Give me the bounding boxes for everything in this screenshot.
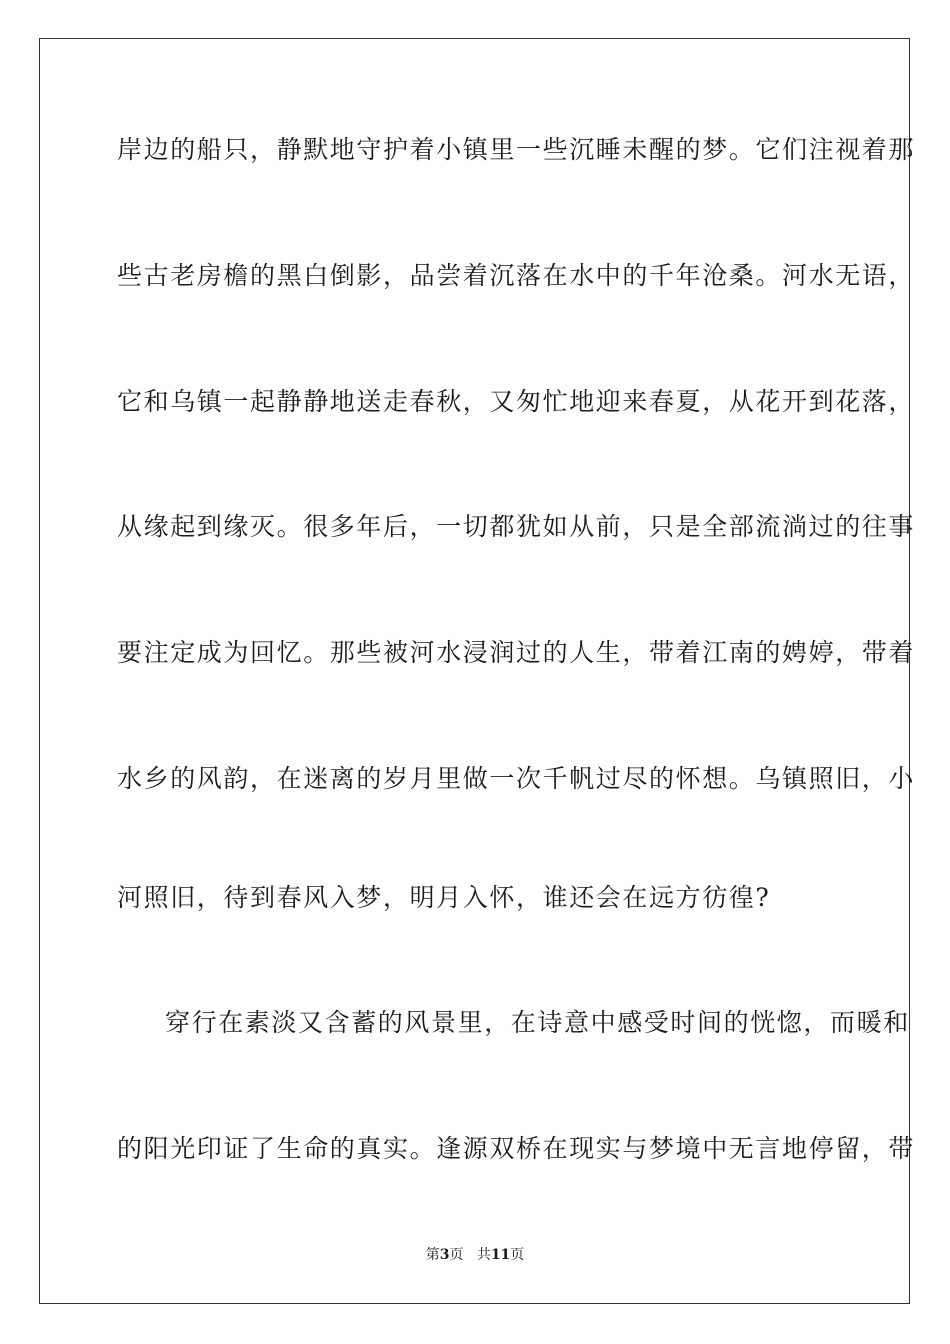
text-line: 从缘起到缘灭。很多年后，一切都犹如从前，只是全部流淌过的往事 <box>117 512 916 541</box>
text-line: 的阳光印证了生命的真实。逢源双桥在现实与梦境中无言地停留，带 <box>117 1134 916 1163</box>
text-line: 水乡的风韵，在迷离的岁月里做一次千帆过尽的怀想。乌镇照旧，小 <box>117 764 916 793</box>
page-number: 3 <box>439 1247 450 1263</box>
page-label-suffix: 页 <box>449 1247 464 1263</box>
text-line: 些古老房檐的黑白倒影，品尝着沉落在水中的千年沧桑。河水无语， <box>117 261 916 290</box>
text-line: 要注定成为回忆。那些被河水浸润过的人生，带着江南的娉婷，带着 <box>117 638 916 667</box>
total-label-suffix: 页 <box>510 1247 525 1263</box>
page-footer <box>0 1245 950 1265</box>
text-line: 它和乌镇一起静静地送走春秋，又匆忙地迎来春夏，从花开到花落， <box>117 387 916 416</box>
paragraph-first-line: 穿行在素淡又含蓄的风景里，在诗意中感受时间的恍惚，而暖和 <box>165 1008 910 1037</box>
page-label-prefix: 第 <box>425 1247 440 1263</box>
page-border <box>39 38 916 1304</box>
total-label-prefix: 共 <box>476 1247 491 1263</box>
total-pages: 11 <box>490 1247 511 1263</box>
text-line: 河照旧，待到春风入梦，明月入怀，谁还会在远方彷徨? <box>117 883 771 912</box>
text-line: 岸边的船只，静默地守护着小镇里一些沉睡未醒的梦。它们注视着那 <box>117 135 916 164</box>
